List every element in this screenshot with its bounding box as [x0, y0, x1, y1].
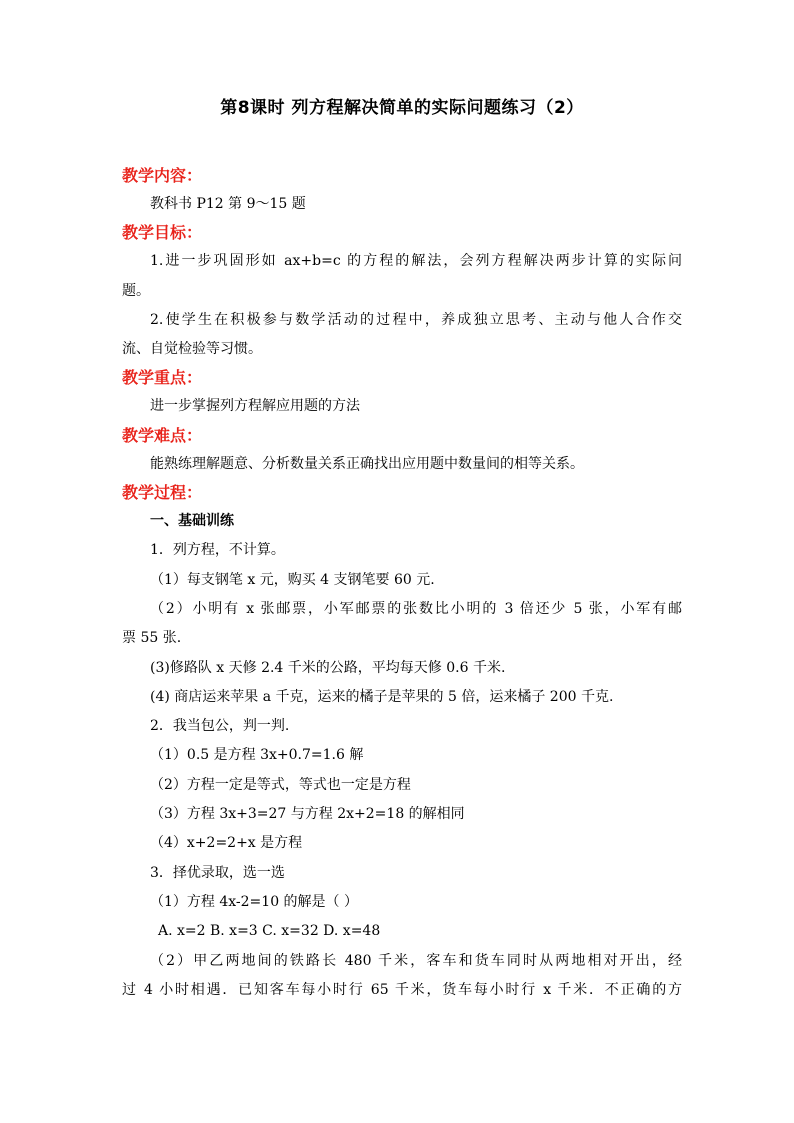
question-line: （1）每支钢笔 x 元，购买 4 支钢笔要 60 元.: [150, 571, 435, 588]
question-line: （2）小明有 x 张邮票，小军邮票的张数比小明的 3 倍还少 5 张，小军有邮: [150, 600, 682, 617]
section-heading-goals: 教学目标：: [122, 223, 203, 243]
difficulty-line: 能熟练理解题意、分析数量关系正确找出应用题中数量间的相等关系。: [150, 455, 584, 472]
question-line: 过 4 小时相遇．已知客车每小时行 65 千米，货车每小时行 x 千米．不正确的方: [122, 981, 682, 998]
document-page: [122, 96, 682, 1005]
content-line: 教科书 P12 第 9～15 题: [150, 196, 306, 212]
goal-line: 1.进一步巩固形如 ax+b=c 的方程的解法，会列方程解决两步计算的实际问: [150, 253, 682, 270]
question-line: （1）0.5 是方程 3x+0.7=1.6 解: [150, 747, 364, 764]
process-part-heading: 一、基础训练: [150, 513, 234, 530]
section-heading-difficulty: 教学难点：: [122, 425, 203, 445]
question-line: （2）甲乙两地间的铁路长 480 千米，客车和货车同时从两地相对开出，经: [150, 952, 682, 969]
question-line: 2．我当包公，判一判.: [150, 718, 290, 735]
section-heading-content: 教学内容：: [122, 166, 203, 185]
question-line: 3．择优录取，选一选: [150, 864, 285, 881]
section-heading-key: 教学重点：: [122, 368, 203, 388]
goal-line: 2.使学生在积极参与数学活动的过程中，养成独立思考、主动与他人合作交: [150, 311, 682, 328]
question-line: (4) 商店运来苹果 a 千克，运来的橘子是苹果的 5 倍，运来橘子 200 千克.: [150, 688, 614, 705]
page-title: 第8课时 列方程解决简单的实际问题练习（2）: [220, 98, 584, 118]
question-line: 票 55 张.: [122, 630, 182, 647]
goal-line: 流、自觉检验等习惯。: [122, 341, 262, 358]
question-line: （2）方程一定是等式，等式也一定是方程: [150, 776, 411, 793]
question-line: (3)修路队 x 天修 2.4 千米的公路，平均每天修 0.6 千米.: [150, 659, 506, 676]
question-line: （1）方程 4x-2=10 的解是（ ）: [150, 893, 358, 910]
question-line: （3）方程 3x+3=27 与方程 2x+2=18 的解相同: [150, 806, 465, 823]
question-line: （4）x+2=2+x 是方程: [150, 835, 303, 852]
goal-line: 题。: [122, 282, 150, 299]
question-options: A. x=2 B. x=3 C. x=32 D. x=48: [158, 923, 381, 940]
question-line: 1．列方程，不计算。: [150, 542, 285, 559]
key-line: 进一步掌握列方程解应用题的方法: [150, 398, 360, 415]
section-heading-process: 教学过程：: [122, 483, 203, 503]
